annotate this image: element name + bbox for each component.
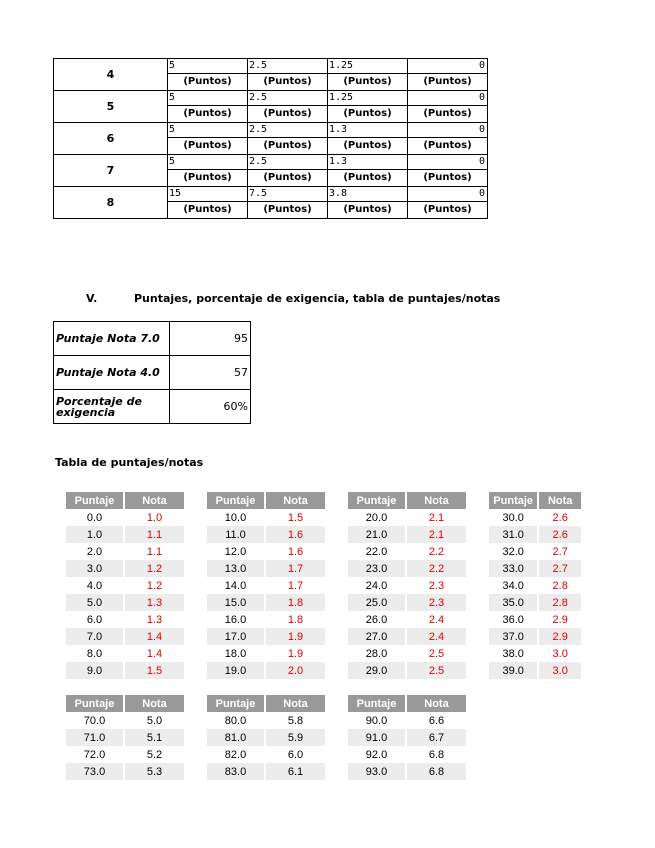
grade-value: 6.8 — [406, 763, 466, 780]
grade-value: 2.4 — [406, 611, 466, 628]
question-number: 8 — [54, 187, 168, 219]
score-value: 71.0 — [66, 729, 124, 746]
score-value: 3.0 — [66, 560, 124, 577]
grade-row — [66, 763, 184, 780]
grade-row — [66, 594, 184, 611]
score-value: 1.3 — [328, 155, 407, 170]
score-value: 80.0 — [224, 714, 247, 727]
score-value: 0 — [408, 187, 487, 202]
score-value: 23.0 — [348, 560, 406, 577]
grade-value: 1.5 — [265, 509, 325, 526]
score-value: 33.0 — [489, 560, 538, 577]
section-title: Puntajes, porcentaje de exigencia, tabla de puntajes/notas — [134, 292, 501, 305]
grade-row — [348, 526, 466, 543]
score-value: 12.0 — [224, 545, 247, 558]
grade-value: 5.3 — [124, 763, 184, 780]
grade-value: 2.3 — [406, 577, 466, 594]
grade-value: 3.0 — [538, 645, 581, 662]
score-value: 1.0 — [66, 526, 124, 543]
grade-row — [489, 662, 581, 679]
param-value: 57 — [170, 356, 251, 390]
score-value: 1.25 — [328, 91, 407, 106]
score-value: 0 — [408, 155, 487, 170]
score-value: 35.0 — [489, 594, 538, 611]
grade-row — [489, 509, 581, 526]
unit-label: (Puntos) — [263, 204, 312, 215]
grade-table — [66, 695, 184, 780]
grade-row — [207, 763, 325, 780]
grade-row — [207, 712, 325, 729]
grade-value: 2.9 — [538, 628, 581, 645]
grade-value: 2.1 — [406, 509, 466, 526]
score-value: 81.0 — [207, 729, 265, 746]
grade-row — [207, 611, 325, 628]
grade-row — [66, 526, 184, 543]
grade-row — [66, 729, 184, 746]
score-value: 38.0 — [502, 647, 524, 660]
score-value: 31.0 — [489, 526, 538, 543]
score-value: 29.0 — [348, 662, 406, 679]
header-score: Puntaje — [207, 695, 265, 712]
grade-value: 2.6 — [538, 526, 581, 543]
question-number: 4 — [54, 59, 168, 91]
grade-row — [207, 509, 325, 526]
grade-value: 2.7 — [538, 543, 581, 560]
score-value: 90.0 — [365, 714, 388, 727]
grade-value: 5.9 — [265, 729, 325, 746]
score-value: 19.0 — [207, 662, 265, 679]
score-value: 22.0 — [365, 545, 388, 558]
unit-label: (Puntos) — [183, 172, 232, 183]
grade-value: 6.8 — [406, 746, 466, 763]
grade-row — [489, 560, 581, 577]
score-value: 7.5 — [248, 187, 327, 202]
param-value: 95 — [170, 322, 251, 356]
grade-value: 1.9 — [265, 645, 325, 662]
grade-value: 1.0 — [124, 509, 184, 526]
grade-row — [207, 526, 325, 543]
grade-value: 1.7 — [265, 577, 325, 594]
score-value: 15 — [168, 187, 247, 202]
unit-label: (Puntos) — [423, 172, 472, 183]
grade-row — [66, 746, 184, 763]
grade-value: 6.7 — [406, 729, 466, 746]
score-value: 24.0 — [365, 579, 388, 592]
header-grade: Nota — [265, 492, 325, 509]
score-value: 0 — [408, 59, 487, 74]
grade-value: 2.2 — [406, 560, 466, 577]
unit-label: (Puntos) — [263, 76, 312, 87]
grade-row — [207, 560, 325, 577]
grade-row — [348, 509, 466, 526]
unit-label: (Puntos) — [183, 76, 232, 87]
grade-value: 6.0 — [265, 746, 325, 763]
score-value: 36.0 — [502, 613, 524, 626]
grade-row — [348, 763, 466, 780]
grade-value: 2.0 — [265, 662, 325, 679]
grade-row — [207, 746, 325, 763]
grade-row — [348, 594, 466, 611]
header-grade: Nota — [124, 695, 184, 712]
grade-value: 2.8 — [538, 577, 581, 594]
unit-label: (Puntos) — [183, 108, 232, 119]
grade-row — [66, 577, 184, 594]
grade-value: 1.3 — [124, 594, 184, 611]
score-value: 2.0 — [86, 545, 103, 558]
grade-row — [348, 543, 466, 560]
question-number: 7 — [54, 155, 168, 187]
grade-value: 1.9 — [265, 628, 325, 645]
score-value: 17.0 — [207, 628, 265, 645]
score-value: 83.0 — [207, 763, 265, 780]
grade-row — [66, 645, 184, 662]
grade-row — [207, 594, 325, 611]
score-value: 34.0 — [502, 579, 524, 592]
grade-value: 2.8 — [538, 594, 581, 611]
grade-row — [348, 645, 466, 662]
unit-label: (Puntos) — [423, 76, 472, 87]
score-value: 18.0 — [224, 647, 247, 660]
grade-row — [348, 560, 466, 577]
grade-value: 2.5 — [406, 662, 466, 679]
grade-table — [207, 492, 325, 679]
grade-row — [489, 543, 581, 560]
grade-value: 1.4 — [124, 645, 184, 662]
question-number: 6 — [54, 123, 168, 155]
grade-value: 1.8 — [265, 594, 325, 611]
unit-label: (Puntos) — [183, 140, 232, 151]
grade-row — [489, 645, 581, 662]
header-grade: Nota — [406, 695, 466, 712]
score-value: 72.0 — [83, 748, 106, 761]
grade-row — [66, 509, 184, 526]
grade-row — [207, 645, 325, 662]
grade-row — [207, 577, 325, 594]
score-value: 2.5 — [248, 91, 327, 106]
score-value: 39.0 — [489, 662, 538, 679]
unit-label: (Puntos) — [263, 172, 312, 183]
unit-label: (Puntos) — [343, 172, 392, 183]
score-value: 37.0 — [489, 628, 538, 645]
grade-value: 3.0 — [538, 662, 581, 679]
grade-row — [207, 729, 325, 746]
grade-value: 1.2 — [124, 560, 184, 577]
grade-row — [348, 577, 466, 594]
score-value: 32.0 — [502, 545, 524, 558]
param-value: 60% — [170, 390, 251, 424]
grade-value: 5.2 — [124, 746, 184, 763]
grade-value: 2.4 — [406, 628, 466, 645]
score-value: 20.0 — [365, 511, 388, 524]
score-value: 30.0 — [502, 511, 524, 524]
grade-row — [207, 543, 325, 560]
grade-row — [489, 526, 581, 543]
score-value: 2.5 — [248, 155, 327, 170]
score-value: 5 — [168, 59, 247, 74]
section-number: V. — [86, 292, 98, 305]
grade-row — [348, 611, 466, 628]
grade-table — [66, 492, 184, 679]
grade-value: 2.3 — [406, 594, 466, 611]
param-label: Puntaje Nota 7.0 — [54, 322, 170, 356]
score-value: 15.0 — [207, 594, 265, 611]
grade-table — [348, 492, 466, 679]
grade-row — [489, 577, 581, 594]
unit-label: (Puntos) — [343, 76, 392, 87]
question-number: 5 — [54, 91, 168, 123]
score-value: 14.0 — [224, 579, 247, 592]
unit-label: (Puntos) — [263, 108, 312, 119]
score-value: 16.0 — [224, 613, 247, 626]
grade-value: 1.2 — [124, 577, 184, 594]
score-value: 3.8 — [328, 187, 407, 202]
unit-label: (Puntos) — [423, 140, 472, 151]
header-grade: Nota — [538, 492, 581, 509]
grade-value: 2.9 — [538, 611, 581, 628]
score-value: 13.0 — [207, 560, 265, 577]
grade-value: 1.1 — [124, 526, 184, 543]
score-value: 5 — [168, 155, 247, 170]
score-value: 11.0 — [207, 526, 265, 543]
grade-row — [66, 560, 184, 577]
grade-row — [489, 628, 581, 645]
score-value: 93.0 — [348, 763, 406, 780]
score-value: 1.25 — [328, 59, 407, 74]
score-value: 27.0 — [348, 628, 406, 645]
grade-row — [348, 628, 466, 645]
grade-value: 2.7 — [538, 560, 581, 577]
header-score: Puntaje — [348, 492, 406, 509]
header-score: Puntaje — [66, 492, 124, 509]
score-value: 5.0 — [66, 594, 124, 611]
grade-row — [348, 746, 466, 763]
grade-tables-title: Tabla de puntajes/notas — [55, 456, 204, 469]
grade-row — [348, 712, 466, 729]
grade-row — [66, 543, 184, 560]
unit-label: (Puntos) — [423, 108, 472, 119]
unit-label: (Puntos) — [343, 108, 392, 119]
grade-row — [207, 662, 325, 679]
score-value: 2.5 — [248, 123, 327, 138]
grade-row — [348, 729, 466, 746]
score-value: 2.5 — [248, 59, 327, 74]
score-value: 0 — [408, 91, 487, 106]
grade-value: 6.1 — [265, 763, 325, 780]
grade-row — [489, 594, 581, 611]
grade-value: 1.7 — [265, 560, 325, 577]
score-value: 28.0 — [365, 647, 388, 660]
grade-value: 2.1 — [406, 526, 466, 543]
grade-row — [489, 611, 581, 628]
unit-label: (Puntos) — [423, 204, 472, 215]
grade-value: 1.4 — [124, 628, 184, 645]
score-value: 10.0 — [224, 511, 247, 524]
header-score: Puntaje — [66, 695, 124, 712]
grade-value: 1.6 — [265, 526, 325, 543]
score-value: 91.0 — [348, 729, 406, 746]
grade-value: 5.1 — [124, 729, 184, 746]
grade-table — [489, 492, 581, 679]
score-value: 25.0 — [348, 594, 406, 611]
score-value: 92.0 — [365, 748, 388, 761]
grade-row — [348, 662, 466, 679]
grade-value: 5.0 — [124, 712, 184, 729]
score-value: 0.0 — [86, 511, 103, 524]
header-grade: Nota — [406, 492, 466, 509]
unit-label: (Puntos) — [263, 140, 312, 151]
header-score: Puntaje — [207, 492, 265, 509]
score-value: 4.0 — [86, 579, 103, 592]
score-value: 1.3 — [328, 123, 407, 138]
score-value: 5 — [168, 123, 247, 138]
grade-value: 1.5 — [124, 662, 184, 679]
grade-value: 1.3 — [124, 611, 184, 628]
score-value: 0 — [408, 123, 487, 138]
score-value: 26.0 — [365, 613, 388, 626]
grade-value: 1.1 — [124, 543, 184, 560]
score-value: 73.0 — [66, 763, 124, 780]
header-grade: Nota — [124, 492, 184, 509]
grade-table — [348, 695, 466, 780]
grade-row — [66, 712, 184, 729]
header-grade: Nota — [265, 695, 325, 712]
grade-value: 2.5 — [406, 645, 466, 662]
grade-row — [66, 628, 184, 645]
score-value: 7.0 — [66, 628, 124, 645]
grade-row — [66, 611, 184, 628]
score-value: 5 — [168, 91, 247, 106]
score-value: 70.0 — [83, 714, 106, 727]
score-value: 21.0 — [348, 526, 406, 543]
grade-value: 1.6 — [265, 543, 325, 560]
unit-label: (Puntos) — [183, 204, 232, 215]
grade-table — [207, 695, 325, 780]
score-value: 8.0 — [86, 647, 103, 660]
header-score: Puntaje — [489, 492, 538, 509]
grade-value: 6.6 — [406, 712, 466, 729]
grade-value: 1.8 — [265, 611, 325, 628]
grade-value: 2.6 — [538, 509, 581, 526]
header-score: Puntaje — [348, 695, 406, 712]
param-label: Puntaje Nota 4.0 — [54, 356, 170, 390]
grade-value: 5.8 — [265, 712, 325, 729]
score-value: 82.0 — [224, 748, 247, 761]
grade-row — [207, 628, 325, 645]
unit-label: (Puntos) — [343, 140, 392, 151]
unit-label: (Puntos) — [343, 204, 392, 215]
grade-row — [66, 662, 184, 679]
score-value: 6.0 — [86, 613, 103, 626]
grade-value: 2.2 — [406, 543, 466, 560]
param-label: Porcentaje de exigencia — [54, 390, 170, 424]
score-value: 9.0 — [66, 662, 124, 679]
